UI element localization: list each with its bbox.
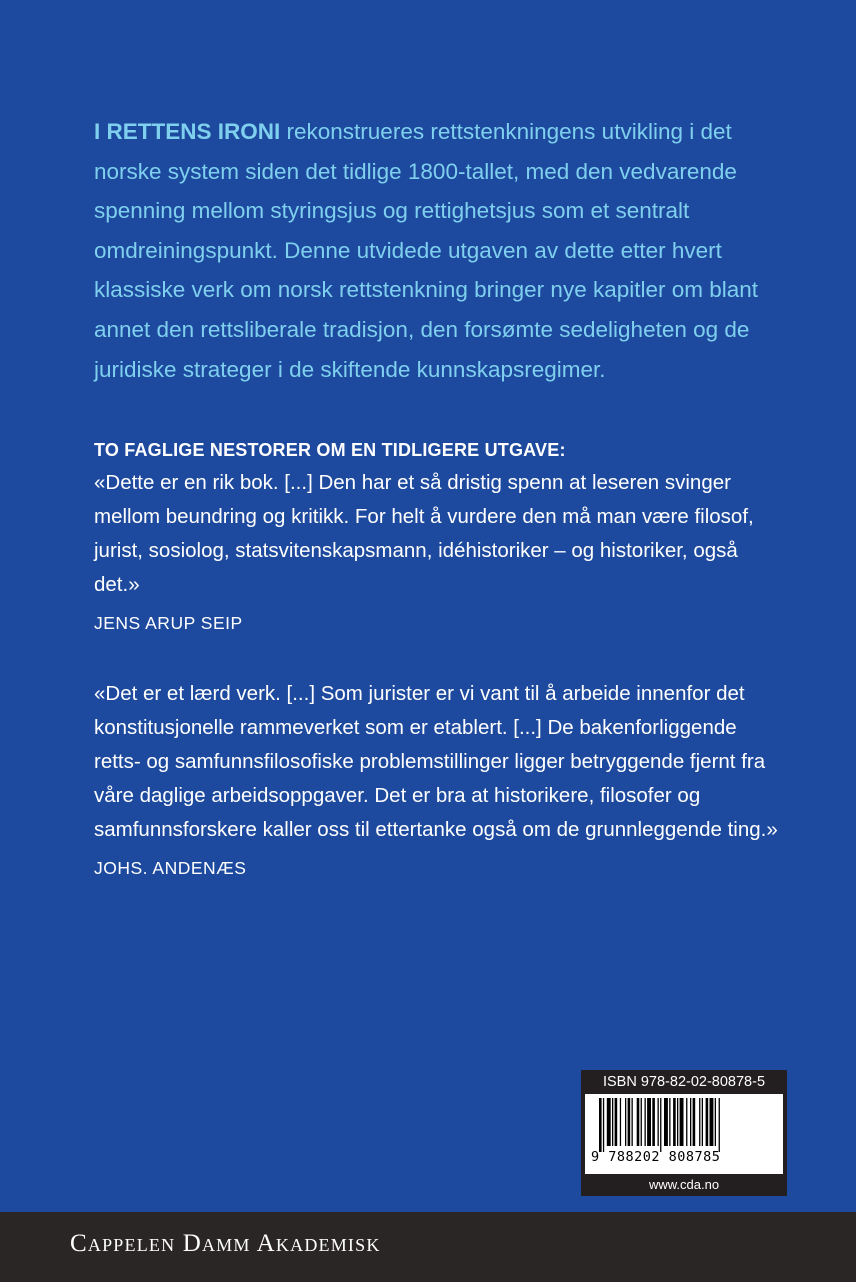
isbn-barcode-box xyxy=(581,1070,787,1196)
quote-block-first xyxy=(94,438,784,636)
barcode-bar xyxy=(599,1098,602,1152)
barcode-bar xyxy=(664,1098,668,1146)
quote-block-second xyxy=(94,677,784,881)
blurb-body: rekonstrueres rettstenkningens utvikling i det norske system siden det tidlige 1800-tallet, med den vedvarende spenning mellom styringsjus og rettighetsjus som et sentralt omdreiningspunkt. Denne utvidede utgaven av dette etter hvert klassiske verk om norsk rettstenkning bringer nye kapitler om blant annet den rettsliberale tradisjon, den forsømte sedeligheten og de juridiske strateger i de skiftende kunnskapsregimer. xyxy=(94,119,759,382)
barcode-bars xyxy=(585,1096,783,1152)
barcode-bar xyxy=(702,1098,703,1146)
barcode-digits: 9 788202 808785 xyxy=(591,1149,721,1165)
quote-text-second: «Det er et lærd verk. [...] Som jurister er vi vant til å arbeide innenfor det konstitusjonelle rammeverket som er etablert. [...] De bakenforliggende retts- og samfunnsfilosofiske problemstillinger ligger betryggende fjernt fra våre daglige arbeidsoppgaver. Det er bra at historikere, filosofer og samfunnsforskere kaller oss til ettertanke også om de grunnleggende ting.» xyxy=(94,682,778,841)
barcode-bar xyxy=(645,1098,646,1146)
barcode-bar xyxy=(693,1098,696,1146)
barcode-bar xyxy=(673,1098,676,1146)
barcode-bar xyxy=(719,1098,720,1152)
barcode-bar xyxy=(628,1098,631,1146)
quote-text-first: «Dette er en rik bok. [...] Den har et så dristig spenn at leseren svinger mellom beundring og kritikk. For helt å vurdere den må man være filosof, jurist, sosiolog, statsvitenskapsmann, idéhistoriker – og historiker, også det.» xyxy=(94,471,754,596)
book-title-lead: I RETTENS IRONI xyxy=(94,119,281,144)
barcode-bar xyxy=(612,1098,613,1146)
barcode-bar xyxy=(660,1098,661,1152)
barcode-bar xyxy=(677,1098,678,1146)
publisher-logo: Cappelen Damm Akademisk xyxy=(70,1230,381,1257)
barcode-bar xyxy=(652,1098,655,1146)
barcode-bar xyxy=(715,1098,716,1146)
back-cover-blurb xyxy=(94,112,794,389)
barcode-bar xyxy=(641,1098,642,1146)
barcode-bar xyxy=(669,1098,670,1146)
publisher-url: www.cda.no xyxy=(648,1177,720,1192)
barcode-bar xyxy=(637,1098,640,1146)
barcode xyxy=(585,1094,783,1174)
barcode-bar xyxy=(690,1098,691,1146)
isbn-label: ISBN 978-82-02-80878-5 xyxy=(602,1074,766,1090)
barcode-bar xyxy=(607,1098,611,1146)
barcode-bar xyxy=(625,1098,626,1146)
quote-author-second: JOHS. ANDENÆS xyxy=(94,858,247,878)
quotes-heading: TO FAGLIGE NESTORER OM EN TIDLIGERE UTGAVE: xyxy=(94,440,566,460)
barcode-bar xyxy=(647,1098,651,1146)
footer-bar xyxy=(0,1212,856,1282)
barcode-bar xyxy=(680,1098,684,1146)
barcode-bar xyxy=(603,1098,604,1152)
barcode-bar xyxy=(615,1098,618,1146)
barcode-bar xyxy=(699,1098,700,1146)
barcode-bar xyxy=(686,1098,687,1146)
barcode-bar xyxy=(706,1098,709,1146)
barcode-bar xyxy=(632,1098,633,1146)
barcode-bar xyxy=(710,1098,714,1146)
quote-author-first: JENS ARUP SEIP xyxy=(94,613,243,633)
barcode-bar xyxy=(620,1098,621,1146)
barcode-bar xyxy=(658,1098,659,1146)
